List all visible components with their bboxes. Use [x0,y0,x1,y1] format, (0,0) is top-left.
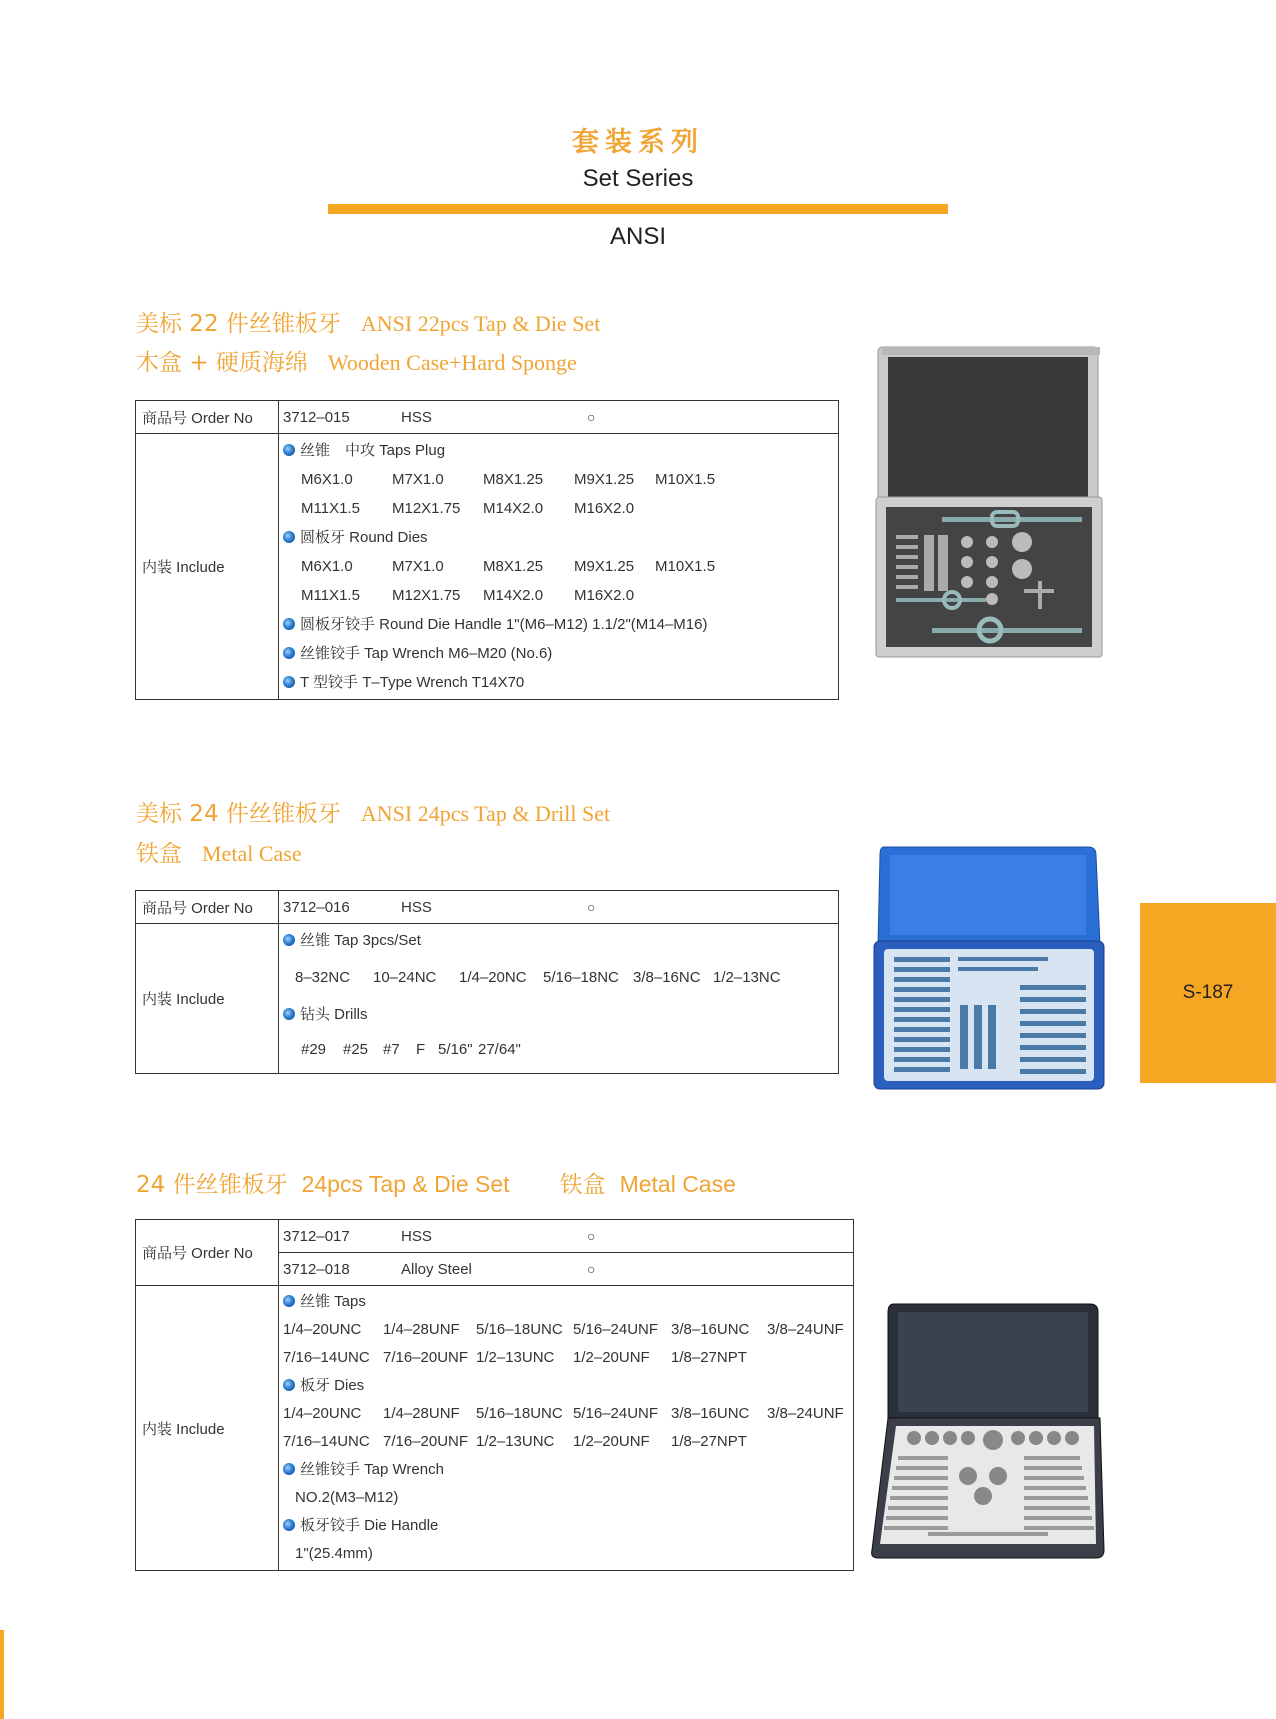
wooden-case-photo [872,345,1104,660]
list-item: 钻头 Drills [283,1000,838,1029]
section2-subtitle-cn: 铁盒 [136,841,182,867]
page-number: S-187 [1182,982,1234,1003]
list-item: 1/4–20UNC 1/4–28UNF 5/16–18UNC 5/16–24UNF 3/8–16UNC 3/8–24UNF [283,1405,844,1422]
list-item: 丝锥 Tap 3pcs/Set [283,926,838,955]
section1-title [136,305,600,338]
order-mark: ○ [587,409,596,425]
list-item: 丝锥 Taps [283,1288,853,1316]
section3-title-cn: 24 件丝锥板牙 [136,1172,288,1198]
edge-marker [0,1630,4,1719]
order-mark: ○ [587,899,596,915]
page-title-cn: 套装系列 [572,127,704,158]
list-item: 丝锥 中攻 Taps Plug [283,436,838,465]
order-label: 商品号 Order No [136,891,279,924]
section1-subtitle-en: Wooden Case+Hard Sponge [327,350,577,375]
order-label: 商品号 Order No [136,1220,279,1286]
bullet-icon [283,1519,295,1531]
header-divider [328,204,948,214]
section2-title-en: ANSI 24pcs Tap & Drill Set [360,801,611,826]
order-row [279,1253,854,1286]
section3-spec-table [135,1219,854,1571]
bullet-icon [283,1008,295,1020]
list-item: 7/16–14UNC 7/16–20UNF 1/2–13UNC 1/2–20UNF 1/8–27NPT [283,1349,747,1366]
bullet-icon [283,618,295,630]
list-item: 圆板牙铰手 Round Die Handle 1"(M6–M12) 1.1/2"(M14–M16) [283,610,838,639]
section3-case-cn: 铁盒 [559,1172,606,1198]
include-list [279,924,839,1074]
list-item: 圆板牙 Round Dies [283,523,838,552]
order-label: 商品号 Order No [136,401,279,434]
order-number: 3712–018 [283,1260,350,1278]
include-label: 内装 Include [136,434,279,700]
order-mark: ○ [587,1261,596,1277]
page-number-tab [1140,903,1276,1083]
include-list [279,434,839,700]
list-item: #29 #25 #7 F 5/16" 27/64" [301,1041,521,1058]
section3-title-en: 24pcs Tap & Die Set [301,1171,510,1197]
list-item: 板牙铰手 Die Handle [283,1512,853,1540]
section3-title [136,1166,736,1199]
list-item: 丝锥铰手 Tap Wrench [283,1456,853,1484]
bullet-icon [283,647,295,659]
bullet-icon [283,1295,295,1307]
list-item: 8–32NC 10–24NC 1/4–20NC 5/16–18NC 3/8–16NC 1/2–13NC [295,969,781,986]
section2-title [136,795,610,828]
metal-case-blue-photo [870,845,1106,1090]
bullet-icon [283,1463,295,1475]
list-item: 7/16–14UNC 7/16–20UNF 1/2–13UNC 1/2–20UNF 1/8–27NPT [283,1433,747,1450]
section1-subtitle-cn: 木盒 + 硬质海绵 [136,350,308,376]
order-number: 3712–017 [283,1227,350,1245]
page-title-en: Set Series [582,165,694,192]
list-item: T 型铰手 T–Type Wrench T14X70 [283,668,838,697]
list-item: 1/4–20UNC 1/4–28UNF 5/16–18UNC 5/16–24UNF 3/8–16UNC 3/8–24UNF [283,1321,844,1338]
section1-subtitle [136,344,577,377]
metal-case-dark-photo [868,1300,1106,1562]
list-item: 丝锥铰手 Tap Wrench M6–M20 (No.6) [283,639,838,668]
section2-title-cn: 美标 24 件丝锥板牙 [136,801,341,827]
include-label: 内装 Include [136,924,279,1074]
order-row [279,891,839,924]
list-item: NO.2(M3–M12) [295,1489,399,1506]
section1-title-cn: 美标 22 件丝锥板牙 [136,311,341,337]
section2-spec-table [135,890,839,1074]
order-material: HSS [401,1227,432,1245]
bullet-icon [283,676,295,688]
order-material: HSS [401,408,432,426]
section2-subtitle [136,835,302,868]
section1-spec-table [135,400,839,700]
section1-title-en: ANSI 22pcs Tap & Die Set [360,311,601,336]
order-number: 3712–015 [283,408,350,426]
bullet-icon [283,1379,295,1391]
include-label: 内装 Include [136,1286,279,1571]
bullet-icon [283,531,295,543]
list-item: M6X1.0 M7X1.0 M8X1.25 M9X1.25 M10X1.5 [301,558,716,575]
bullet-icon [283,444,295,456]
order-material: Alloy Steel [401,1260,472,1278]
order-number: 3712–016 [283,898,350,916]
list-item: M6X1.0 M7X1.0 M8X1.25 M9X1.25 M10X1.5 [301,471,716,488]
page-subtitle: ANSI [609,223,666,250]
order-mark: ○ [587,1228,596,1244]
include-list [279,1286,854,1571]
list-item: M11X1.5 M12X1.75 M14X2.0 M16X2.0 [301,500,635,517]
order-row [279,1220,854,1253]
order-material: HSS [401,898,432,916]
section3-case-en: Metal Case [619,1171,736,1197]
order-row [279,401,839,434]
list-item: 1"(25.4mm) [295,1545,373,1562]
section2-subtitle-en: Metal Case [202,841,302,866]
bullet-icon [283,934,295,946]
list-item: 板牙 Dies [283,1372,853,1400]
list-item: M11X1.5 M12X1.75 M14X2.0 M16X2.0 [301,587,635,604]
